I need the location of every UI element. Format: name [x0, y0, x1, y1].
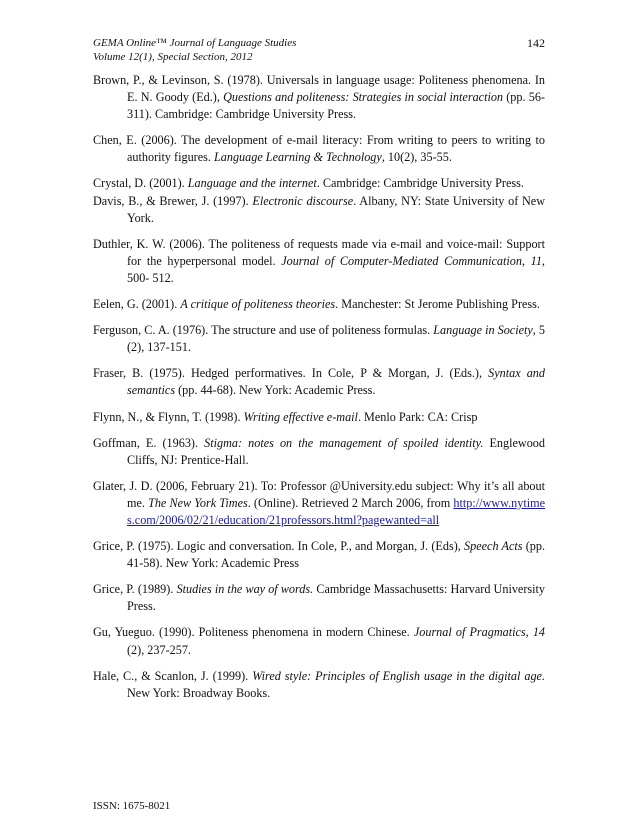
reference-entry: Davis, B., & Brewer, J. (1997). Electronic discourse. Albany, NY: State University of New York.	[93, 193, 546, 225]
reference-entry: Fraser, B. (1975). Hedged performatives. In Cole, P & Morgan, J. (Eds.), Syntax and semantics (pp. 44-68). New York: Academic Press.	[93, 366, 545, 398]
reference-entry: Hale, C., & Scanlon, J. (1999). Wired style: Principles of English usage in the digital age. New York: Broadway Books.	[93, 668, 545, 700]
reference-list	[93, 72, 545, 702]
journal-volume: Volume 12(1), Special Section, 2012	[93, 51, 253, 63]
reference-entry: Goffman, E. (1963). Stigma: notes on the management of spoiled identity. Englewood Cliffs, NJ: Prentice-Hall.	[93, 435, 545, 467]
reference-entry: Brown, P., & Levinson, S. (1978). Universals in language usage: Politeness phenomena. In E. N. Goody (Ed.), Questions and politeness: Strategies in social interaction (pp. 56- 311). Cambridge: Cambridge University Press.	[93, 73, 545, 122]
reference-entry: Grice, P. (1975). Logic and conversation. In Cole, P., and Morgan, J. (Eds), Speech Acts (pp. 41-58). New York: Academic Press	[93, 539, 546, 571]
reference-entry: Crystal, D. (2001). Language and the internet. Cambridge: Cambridge University Press.	[93, 176, 524, 191]
reference-entry: Chen, E. (2006). The development of e-mail literacy: From writing to peers to writing to authority figures. Language Learning & Technology, 10(2), 35-55.	[93, 133, 545, 165]
reference-entry: Eelen, G. (2001). A critique of politeness theories. Manchester: St Jerome Publishing Press.	[93, 297, 540, 312]
reference-entry: Grice, P. (1989). Studies in the way of words. Cambridge Massachusetts: Harvard University Press.	[93, 582, 546, 614]
reference-entry: Gu, Yueguo. (1990). Politeness phenomena in modern Chinese. Journal of Pragmatics, 14 (2), 237-257.	[93, 625, 546, 657]
reference-entry: Duthler, K. W. (2006). The politeness of requests made via e-mail and voice-mail: Support for the hyperpersonal model. Journal of Computer-Mediated Communication, 11, 500- 512.	[93, 236, 545, 285]
article-link[interactable]: http://www.nytimes.com/2006/02/21/education/21professors.html?pagewanted=all	[127, 495, 545, 527]
running-header	[93, 36, 545, 64]
journal-name: GEMA Online™ Journal of Language Studies	[93, 37, 297, 49]
reference-entry: Glater, J. D. (2006, February 21). To: Professor @University.edu subject: Why it’s all about me. The New York Times. (Online). Retrieved 2 March 2006, from http://www.nytimes.com/2006/02/21/education/21professors.html?pagewanted=all	[93, 478, 545, 527]
page-number: 142	[527, 36, 545, 50]
reference-entry: Flynn, N., & Flynn, T. (1998). Writing effective e-mail. Menlo Park: CA: Crisp	[93, 409, 478, 424]
issn-footer: ISSN: 1675-8021	[93, 800, 171, 812]
reference-entry: Ferguson, C. A. (1976). The structure and use of politeness formulas. Language in Society, 5 (2), 137-151.	[93, 323, 545, 355]
